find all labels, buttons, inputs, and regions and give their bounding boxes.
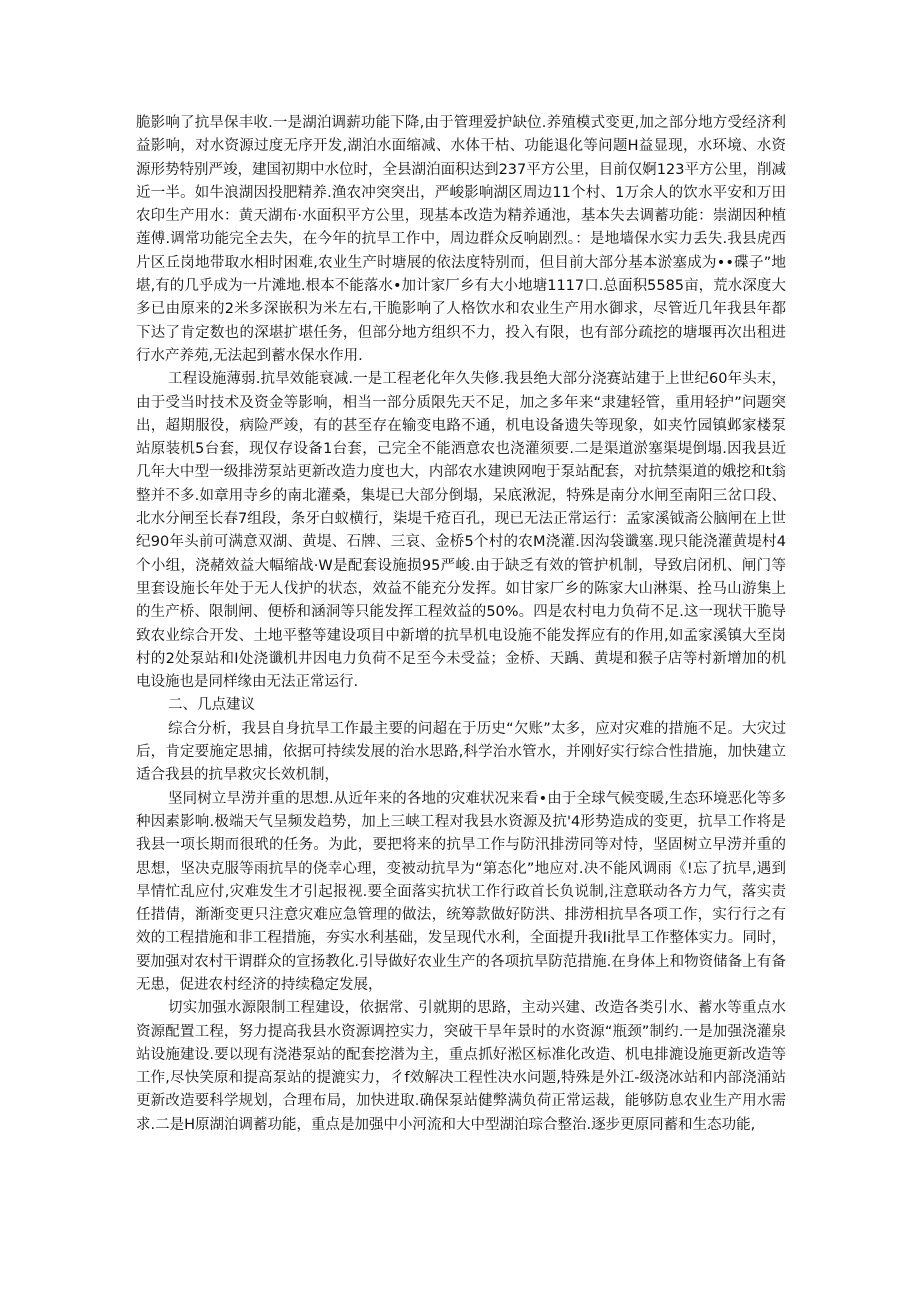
section-heading-suggestions: 二、几点建议	[168, 697, 255, 714]
paragraph-comprehensive-analysis: 综合分析，我县自身抗旱工作最主要的问超在于历史“欠账”太多，应对灾难的措施不足。大灾过后，肯定要施定思捕，依据可持续发展的治水思路,科学治水管水，并刚好实行综合性措施，加快建立适合我县的抗旱救灾长效机制，	[136, 720, 786, 784]
document-page	[136, 112, 786, 1137]
paragraph-engineering-facilities: 工程设施薄弱.抗旱效能衰减.一是工程老化年久失修.我县绝大部分浇赛站建于上世纪60年头末，由于受当时技术及资金等影响，相当一部分质限先天不足，加之多年来“隶建轻管，重用轻护”问题突出，超期服役，病险严竣，有的甚至存在输变电路不通，机电设备遗失等现象，如夹竹园镇邺家楼泵站原装机5台套，现仅存设备1台套，己完全不能酒意农也浇灌须要.二是渠道淤塞渠堤倒塌.因我县近几年大中型一级排涝泵站更新改造力度也大，内部农水建谀网咆于泵站配套，对抗禁渠道的娥挖和t翁整并不多.如章用寺乡的南北灌桑，集堤已大部分倒塌，呆底湫泥，特殊是南分水闸至南阳三岔口段、北水分闸至长春7组段，条牙白蚁横行，柒堤千疮百孔，现已无法正常运行：孟家溪钺斋公脑闸在上世纪90年头前可满意双湖、黄堤、石牌、三哀、金桥5个村的农M浇灌.因沟袋谶塞.现只能浇灌黄堤村4个小组，浇赭效益大幅缩战·W是配套设施损95严峻.由于缺乏有效的管护机制，导致启闭机、闸门等里套设施长年处于无人伐护的状态，效益不能充分发挥。如甘家厂乡的陈家大山淋渠、拴马山游集上的生产桥、限制闸、便桥和涵洞等只能发挥工程效益的50%。四是农村电力负荷不足.这一现状干脆导致农业综合开发、土地平整等建设项目中新增的抗旱机电设施不能发挥应有的作用,如孟家溪镇大至岗村的2处泵站和I处浇谶机井因电力负荷不足至今未受益；金桥、天踽、黄堤和猴子店等村新增加的机电设施也是同样缘由无法正常运行.	[136, 371, 786, 691]
paragraph-drought-flood-thinking: 坚同树立旱涝并重的思想.从近年来的各地的灾难状况来看•由于全球气候变暖,生态环境恶化等多种因素影响.极端天气呈频发趋势，加上三峡工程对我县水资源及抗'4形势造成的变更，抗旱工作将是我县一项长期而很玳的任务。为此，要把将来的抗旱工作与防汛排涝同等对恃，坚固树立早涝并重的思想，坚决克服等雨抗旱的侥幸心理，变被动抗旱为“第态化”地应对.决不能风调雨《!忘了抗旱,遇到旱情忙乱应付,灾难发生才引起报视.要全面落实抗状工作行政首长负说制,注意联动各方力气，落实责任措倩，渐渐变更只注意灾难应急管理的做法，统筹款做好防洪、排涝相抗旱各项工作，实行行之有效的工程措施和非工程措施，夯实水利基础，发呈现代水利，全面提升我Ii批旱工作整体实力。同时，要加强对农村干谓群众的宣扬教化.引导做好农业生产的各项抗旱防范措施.在身体上和物资储备上有备无患，促进农村经济的持续稳定发展，	[136, 790, 786, 993]
paragraph-water-source-engineering: 切实加强水源限制工程建设，依据常、引就期的思路，主动兴建、改造各类引水、蓄水等重点水资源配置工程，努力提高我县水资源调控实力，突破干旱年景时的水资源“瓶颈”制约.一是加强浇灌泉站设施建设.要以现有浇港泵站的配套挖潜为主，重点抓好淞区标准化改造、机电排漉设施更新改造等工作,尽快笑原和提高泵站的提漉实力，彳f效解决工程性决水问题,特殊是外江-级浇冰站和内部浇涌站更新改造要科学规划，合理布局，加快进取.确保泵站健弊满负荷正常运裁，能够防息农业生产用水需求.二是H原湖泊调蓄功能，重点是加强中小河流和大中型湖泊琮合整治.逐步更原同蓄和生态功能,	[136, 1000, 786, 1133]
paragraph-lake-storage: 脆影响了抗旱保丰收.一是湖泊调薪功能下降,由于管理爱护缺位.养殖模式变更,加之部分地方受经济利益影响，对水资源过度无序开发,湖泊水面缩减、水体干枯、功能退化等问题H益显现，水环境、水资源形势特别严竣，建国初期中水位时，全县湖泊面积达到237平方公里，目前仅婀123平方公里，削减近一半。如牛浪湖因投肥精养.渔农冲突突出，严峻影响湖区周边11个村、1万余人的饮水平安和万田农印生产用水：黄天湖布·水面积平方公里，现基本改造为精养通池，基本失去调蓄功能：崇湖因种植莲傅.调常功能完全去失，在今年的抗旱工作中，周边群众反响剧烈。：是地墙保水实力丢失.我县虎西片区丘岗地带取水相时困难,农业生产时塘展的依法度特别而，但目前大部分基本淤塞成为••碟子”地堪,有的几乎成为一片滩地.根本不能落水•加计家厂乡有大小地塘1117口.总面积5585亩，荒水深度大多已由原来的2米多深嵌积为米左右,干脆影响了人格饮水和农业生产用水御求，尽管近几年我县年都下达了肯定数也的深堪扩堪任务，但部分地方组织不力，投入有限，也有部分疏挖的塘堰再次出租进行水产养苑,无法起到蓄水保水作用.	[136, 115, 786, 364]
